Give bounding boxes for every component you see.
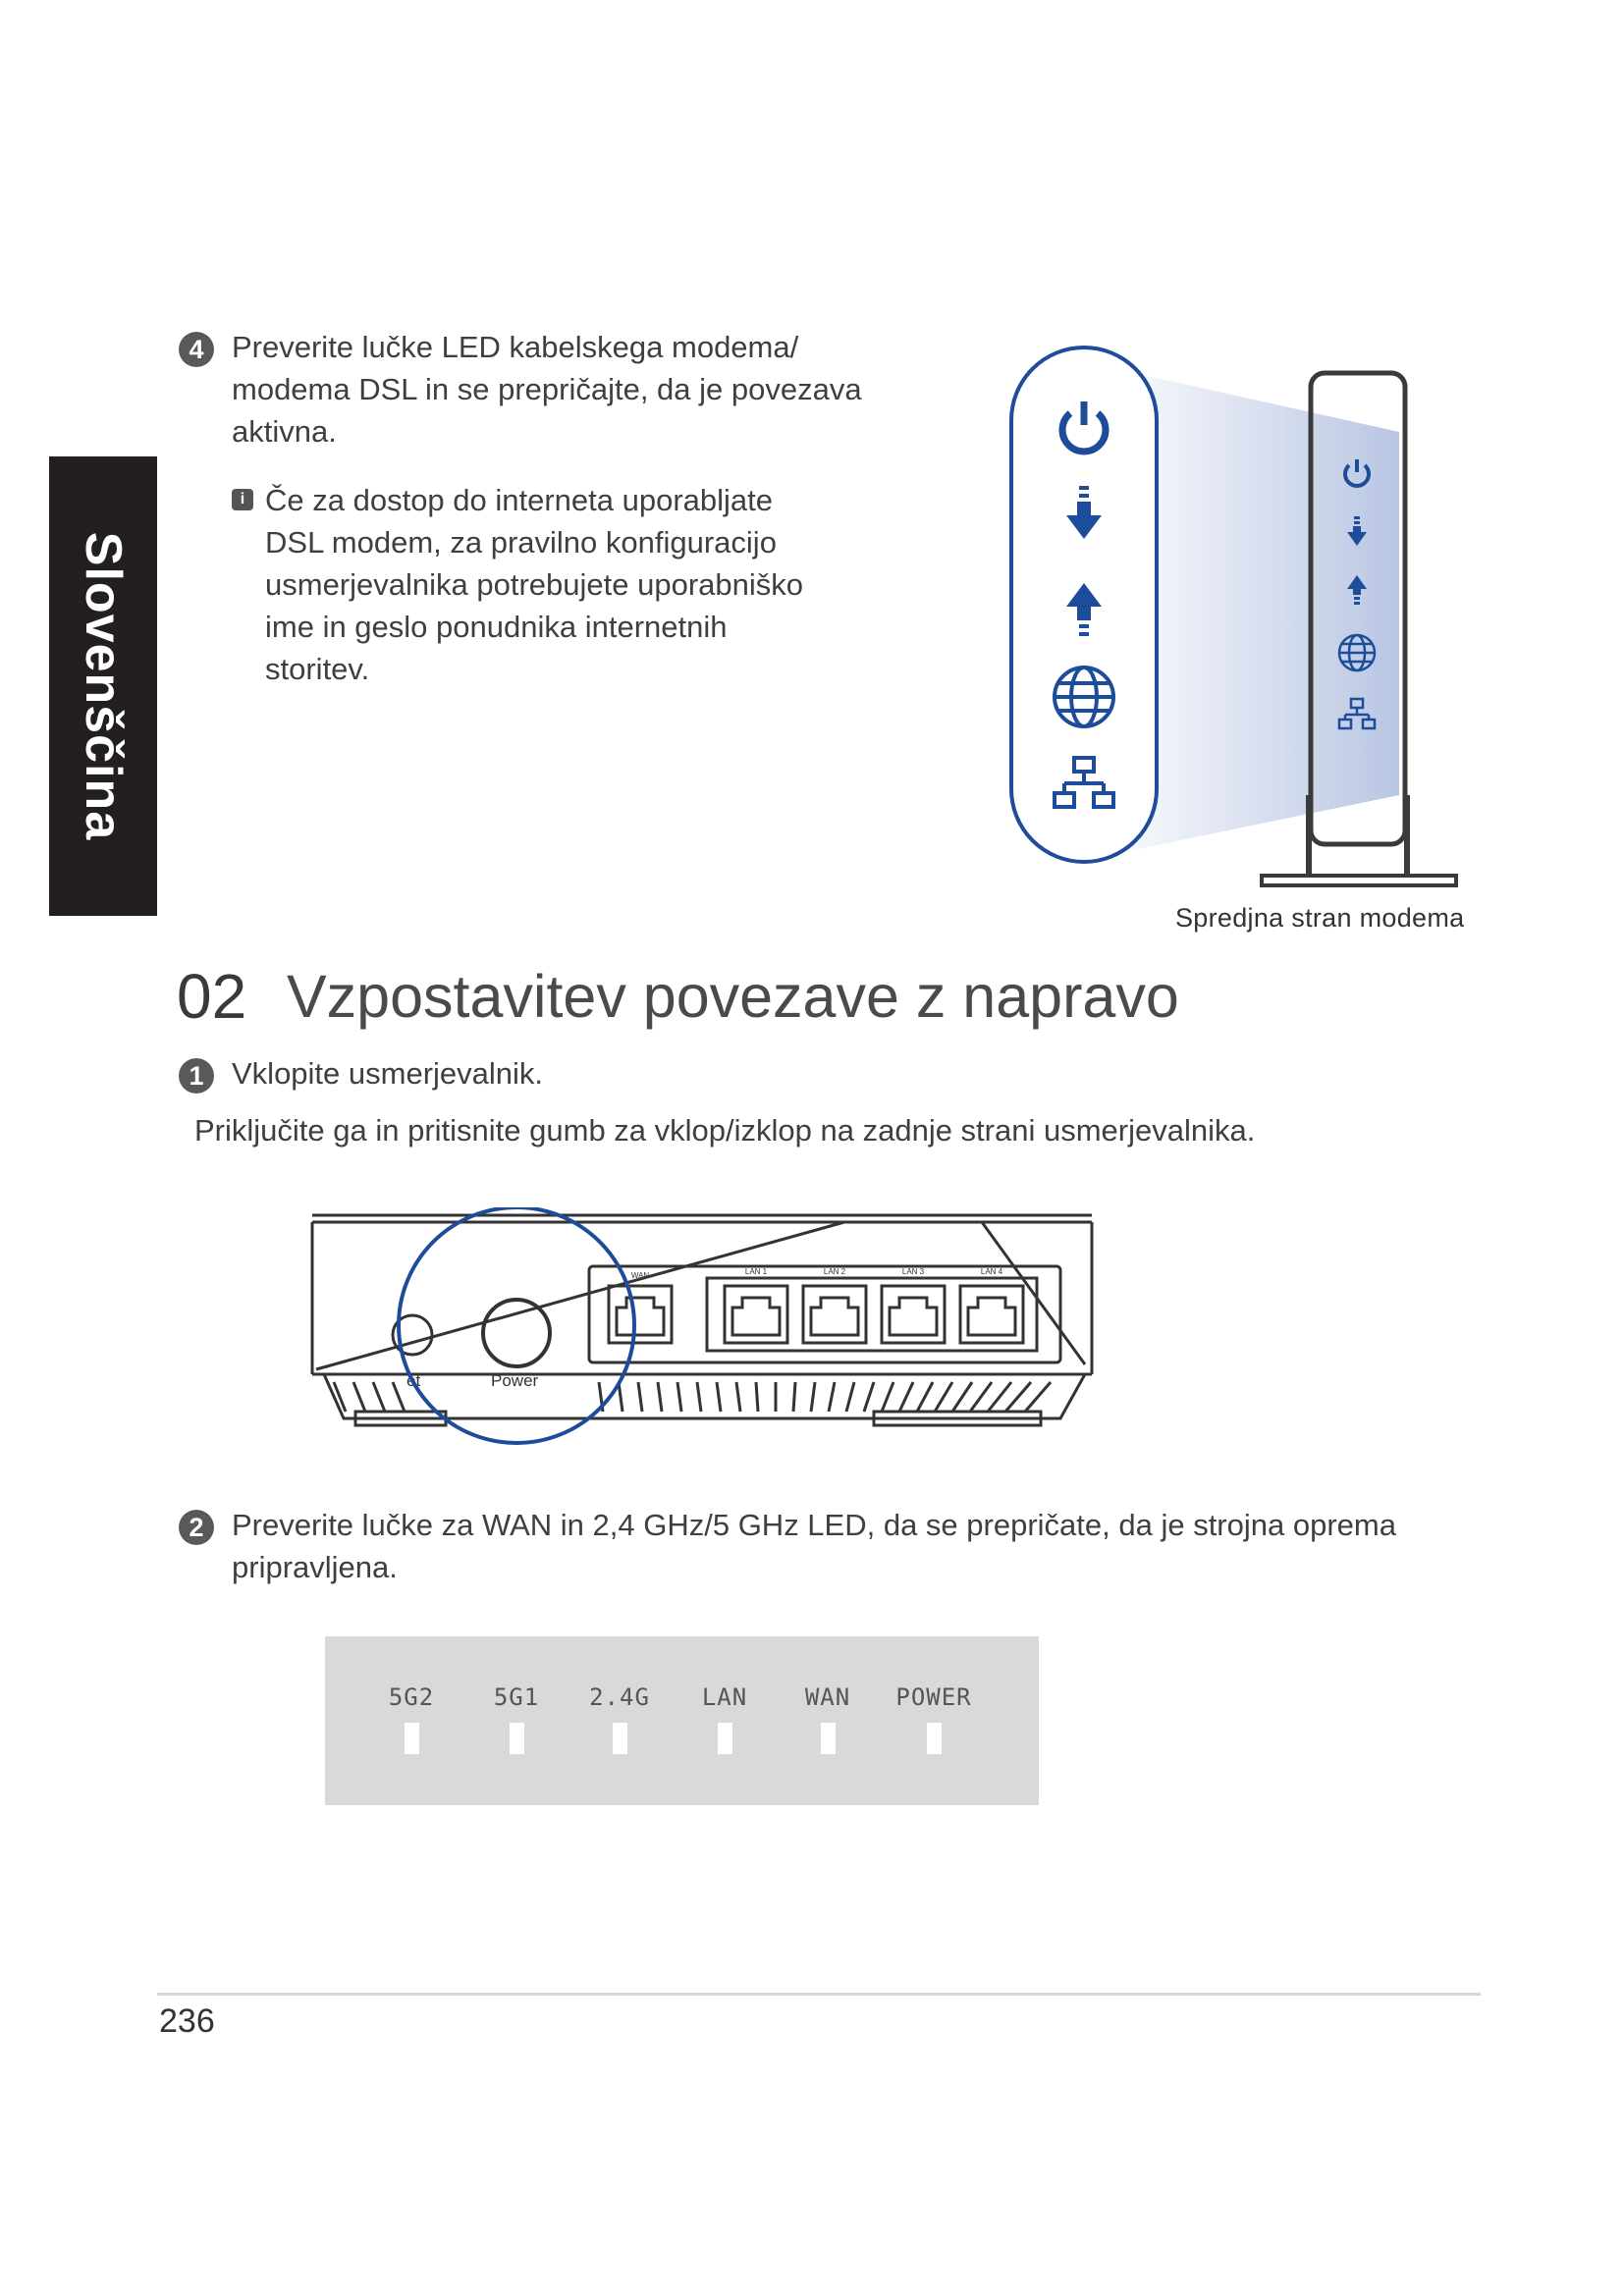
led-label: POWER <box>895 1683 972 1711</box>
zoom-circle <box>399 1207 634 1443</box>
step-4-line: modema DSL in se prepričajte, da je povezava <box>232 372 862 406</box>
led-indicator <box>510 1723 524 1754</box>
note-line: storitev. <box>265 652 370 686</box>
section-title: Vzpostavitev povezave z napravo <box>287 963 1179 1030</box>
port-label: LAN 3 <box>901 1267 925 1276</box>
page-number: 236 <box>159 2002 215 2040</box>
led-label: 5G1 <box>493 1683 540 1711</box>
led-wan <box>784 1636 872 1754</box>
led-indicator <box>718 1723 732 1754</box>
led-5g1 <box>472 1636 561 1754</box>
step-4-line: aktivna. <box>232 414 337 449</box>
step-4-badge: 4 <box>179 332 214 367</box>
note-icon: i <box>232 489 253 510</box>
lan-port <box>725 1286 787 1343</box>
step-1-body: Priključite ga in pritisnite gumb za vklop/izklop na zadnje strani usmerjevalnika. <box>194 1113 1256 1148</box>
step-1-title: Vklopite usmerjevalnik. <box>232 1056 544 1091</box>
port-label: LAN 4 <box>980 1267 1003 1276</box>
step-2-line: pripravljena. <box>232 1550 398 1584</box>
led-indicator <box>613 1723 627 1754</box>
port-label: LAN 1 <box>744 1267 768 1276</box>
router-back-illustration <box>304 1207 1100 1463</box>
step-2-line: Preverite lučke za WAN in 2,4 GHz/5 GHz LED, da se prepričate, da je strojna oprema <box>232 1508 1396 1542</box>
note-text <box>265 479 893 690</box>
modem-front-illustration <box>992 334 1463 903</box>
led-5g2 <box>367 1636 456 1754</box>
lan-port <box>960 1286 1023 1343</box>
reset-label: et <box>406 1371 421 1390</box>
section-number: 02 <box>177 961 247 1032</box>
note-line: DSL modem, za pravilno konfiguracijo <box>265 525 777 560</box>
language-tab-label: Slovenščina <box>75 531 132 841</box>
step-1-badge: 1 <box>179 1058 214 1094</box>
port-label: WAN <box>630 1271 650 1280</box>
led-indicator <box>927 1723 942 1754</box>
language-tab <box>49 456 157 916</box>
led-power <box>880 1636 988 1754</box>
lan-port <box>882 1286 945 1343</box>
note-line: ime in geslo ponudnika internetnih <box>265 610 728 644</box>
footer-rule <box>157 1993 1481 1996</box>
led-24g <box>575 1636 664 1754</box>
led-label: LAN <box>701 1683 748 1711</box>
power-label: Power <box>491 1371 539 1390</box>
note-line: usmerjevalnika potrebujete uporabniško <box>265 567 803 602</box>
led-label: 2.4G <box>589 1683 650 1711</box>
led-label: 5G2 <box>388 1683 435 1711</box>
modem-stand <box>1262 876 1456 885</box>
lan-port <box>803 1286 866 1343</box>
step-4-line: Preverite lučke LED kabelskega modema/ <box>232 330 799 364</box>
led-label: WAN <box>804 1683 851 1711</box>
modem-caption: Spredjna stran modema <box>1175 903 1465 933</box>
step-2-badge: 2 <box>179 1510 214 1545</box>
step-2-text <box>232 1504 1459 1588</box>
led-lan <box>680 1636 769 1754</box>
led-indicator <box>821 1723 836 1754</box>
port-label: LAN 2 <box>823 1267 846 1276</box>
step-4-text <box>232 326 919 453</box>
wan-port <box>609 1286 672 1343</box>
note-line: Če za dostop do interneta uporabljate <box>265 483 774 517</box>
led-indicator <box>405 1723 419 1754</box>
led-panel <box>325 1636 1039 1805</box>
